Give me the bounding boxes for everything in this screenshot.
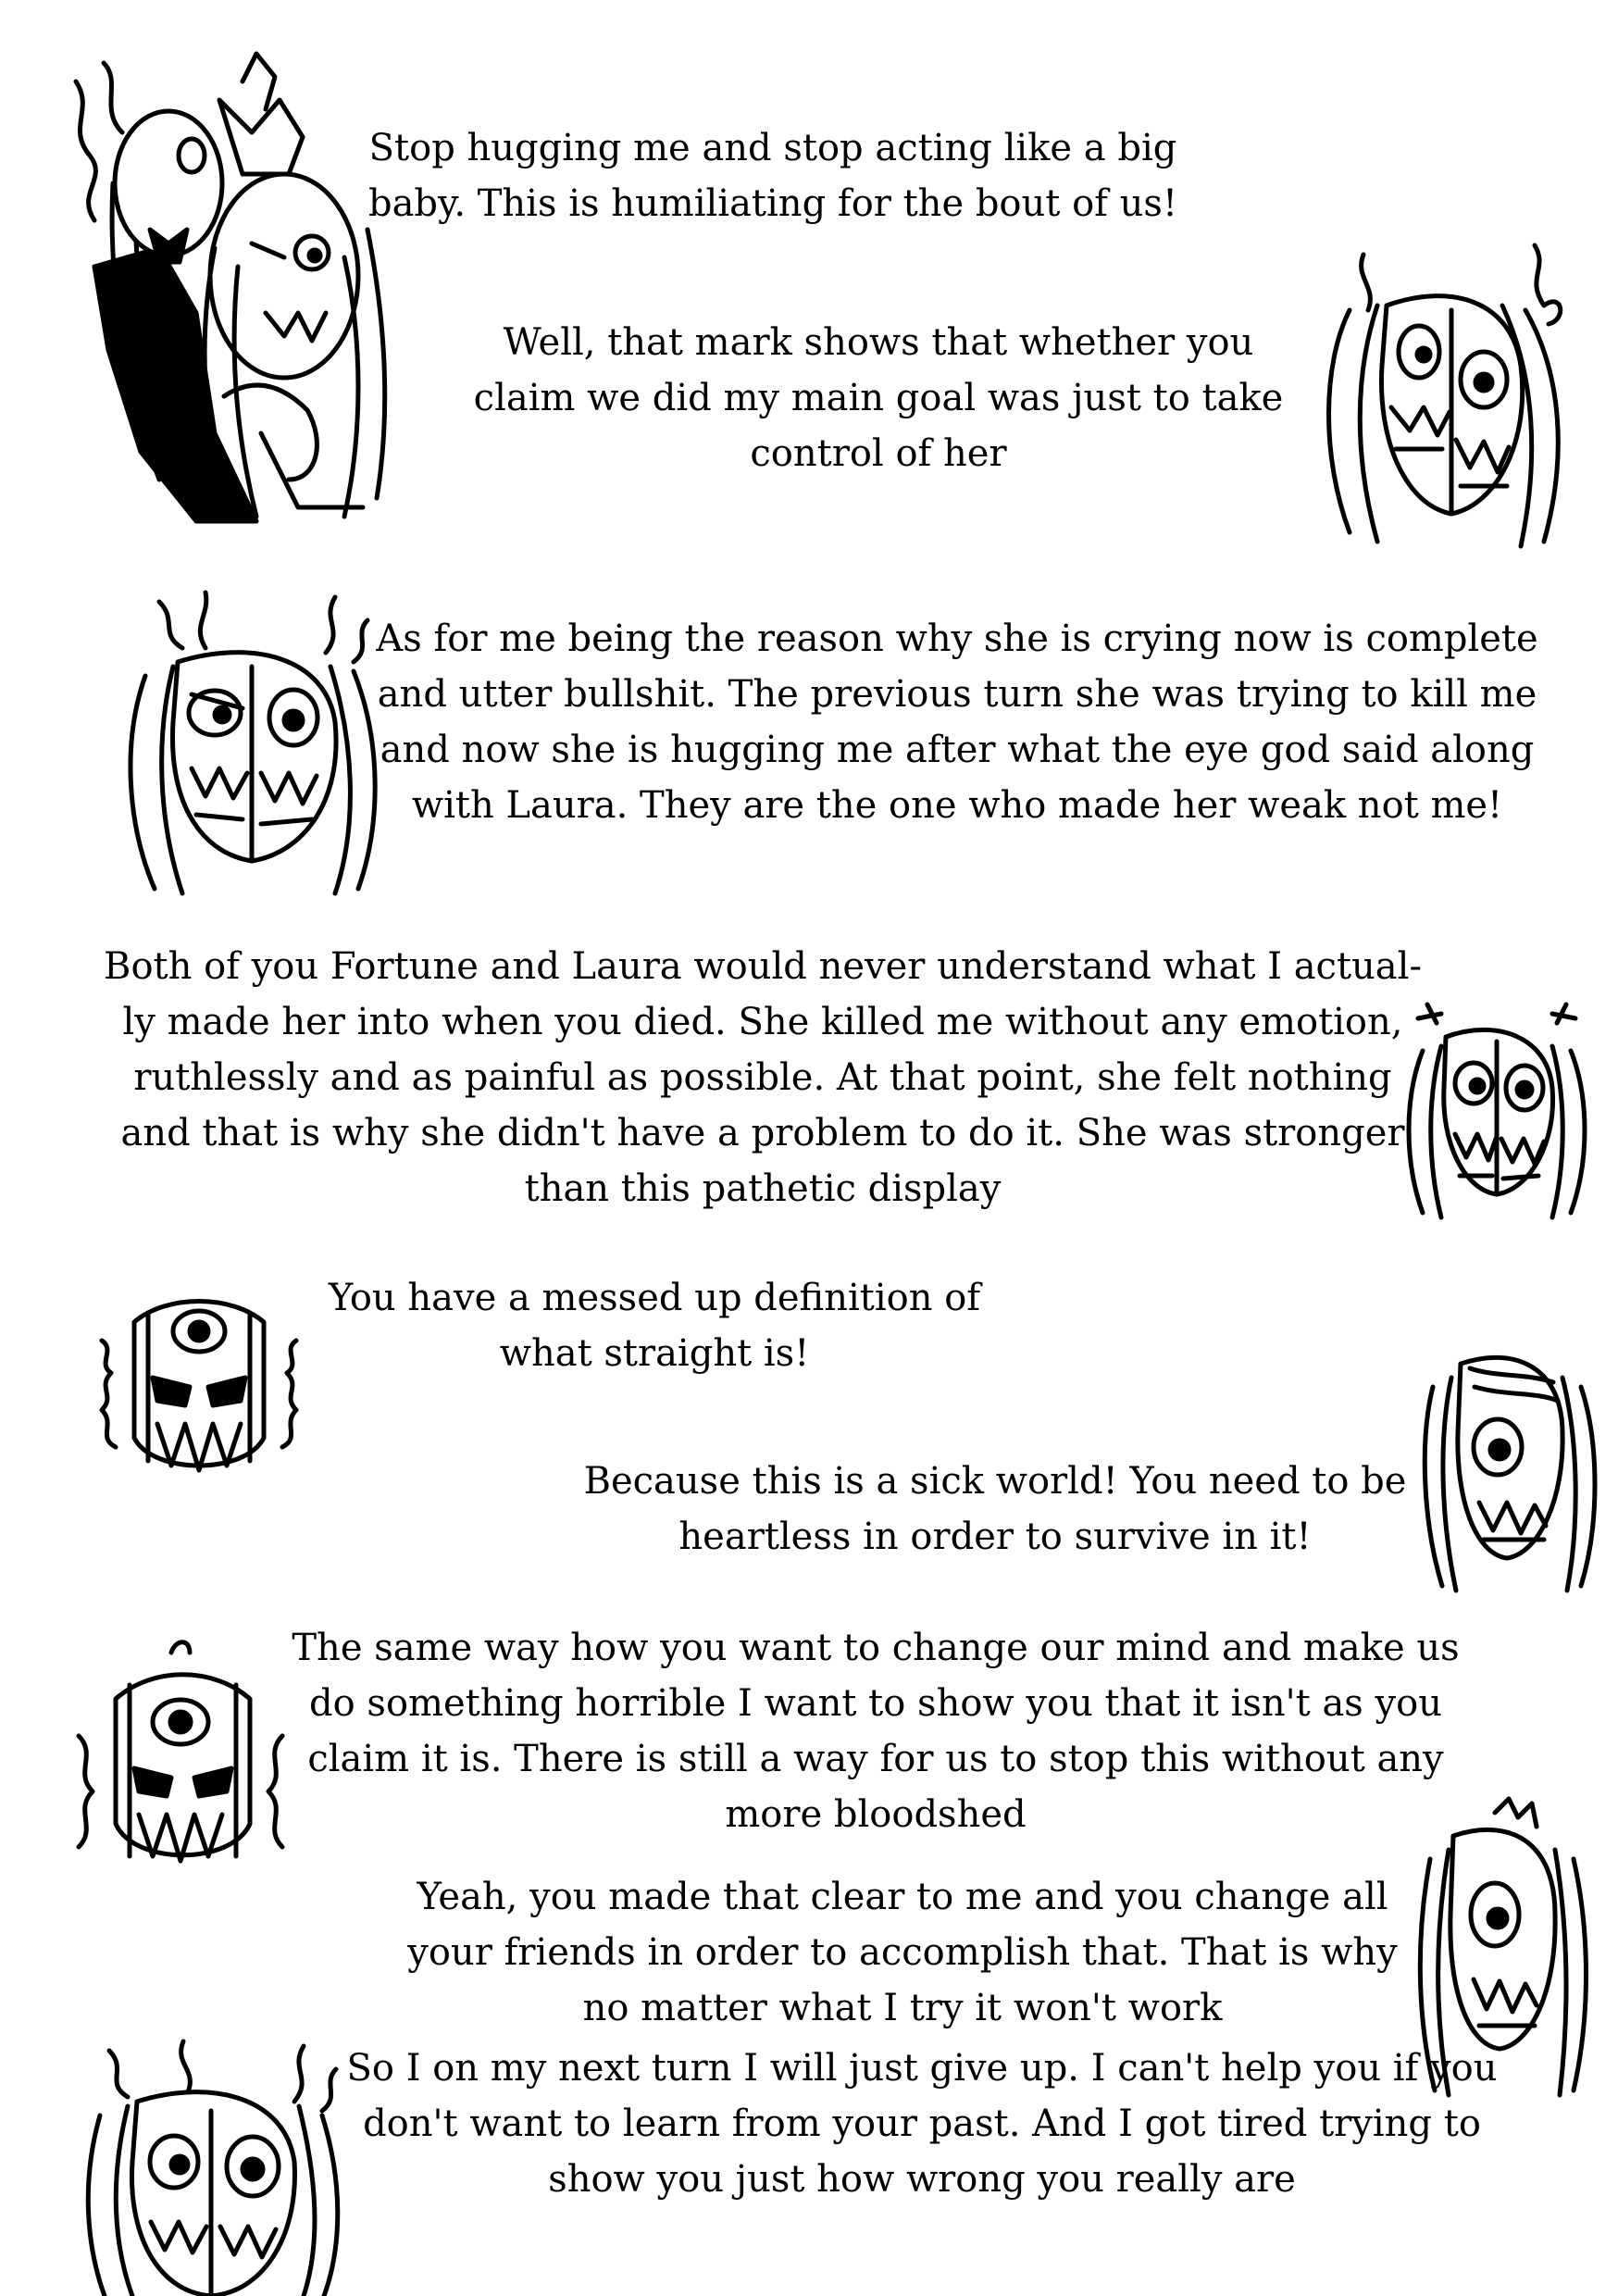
- dialogue-line: what straight is!: [499, 1332, 810, 1375]
- dialogue-line: your friends in order to accomplish that. That is why: [407, 1931, 1398, 1974]
- dialogue-line: more bloodshed: [725, 1793, 1027, 1836]
- dialogue-line: baby. This is humiliating for the bout of us!: [367, 182, 1178, 225]
- two-faced-creature-portrait: [1313, 236, 1586, 551]
- dialogue-line: and utter bullshit. The previous turn she was trying to kill me: [377, 673, 1537, 716]
- dialogue-line: Both of you Fortune and Laura would never understand what I actual-: [104, 945, 1422, 988]
- dialogue-line: than this pathetic display: [524, 1167, 1002, 1210]
- dialogue-line: and now she is hugging me after what the eye god said along: [380, 729, 1535, 771]
- dialogue-line: ly made her into when you died. She killed me without any emotion,: [122, 1001, 1403, 1043]
- dialogue-line: Well, that mark shows that whether you: [503, 321, 1254, 364]
- dialogue-line: control of her: [750, 432, 1007, 475]
- dialogue-line: don't want to learn from your past. And I got tired trying to: [363, 2103, 1481, 2145]
- dialogue-line: with Laura. They are the one who made her weak not me!: [411, 784, 1503, 827]
- dialogue-line: no matter what I try it won't work: [582, 1987, 1223, 2029]
- hugging-pair-illustration: [57, 44, 409, 535]
- one-eyed-girl-portrait: [1414, 1341, 1604, 1595]
- dialogue-line: heartless in order to survive in it!: [678, 1516, 1312, 1558]
- eye-god-portrait: [83, 1276, 315, 1489]
- dialogue-line: ruthlessly and as painful as possible. At that point, she felt nothing: [133, 1056, 1392, 1099]
- eye-god-portrait: [60, 1634, 301, 1884]
- dialogue-line: do something horrible I want to show you that it isn't as you: [309, 1682, 1442, 1725]
- dialogue-line: Because this is a sick world! You need to be: [583, 1460, 1407, 1503]
- two-faced-creature-portrait: [1400, 995, 1594, 1222]
- dialogue-line: claim we did my main goal was just to take: [473, 377, 1284, 419]
- dialogue-line: The same way how you want to change our mind and make us: [292, 1627, 1460, 1669]
- dialogue-line: claim it is. There is still a way for us to stop this without any: [307, 1738, 1444, 1780]
- dialogue-line: So I on my next turn I will just give up. I can't help you if you: [346, 2047, 1498, 2090]
- dialogue-line: show you just how wrong you really are: [548, 2158, 1296, 2201]
- dialogue-line: Stop hugging me and stop acting like a big: [368, 127, 1177, 169]
- dialogue-line: Yeah, you made that clear to me and you change all: [417, 1876, 1388, 1918]
- dialogue-line: You have a messed up definition of: [328, 1277, 981, 1319]
- dialogue-line: and that is why she didn't have a problem to do it. She was stronger: [120, 1112, 1405, 1154]
- two-faced-creature-portrait: [72, 2032, 350, 2296]
- two-faced-creature-portrait: [104, 583, 395, 898]
- dialogue-line: As for me being the reason why she is crying now is complete: [376, 618, 1538, 660]
